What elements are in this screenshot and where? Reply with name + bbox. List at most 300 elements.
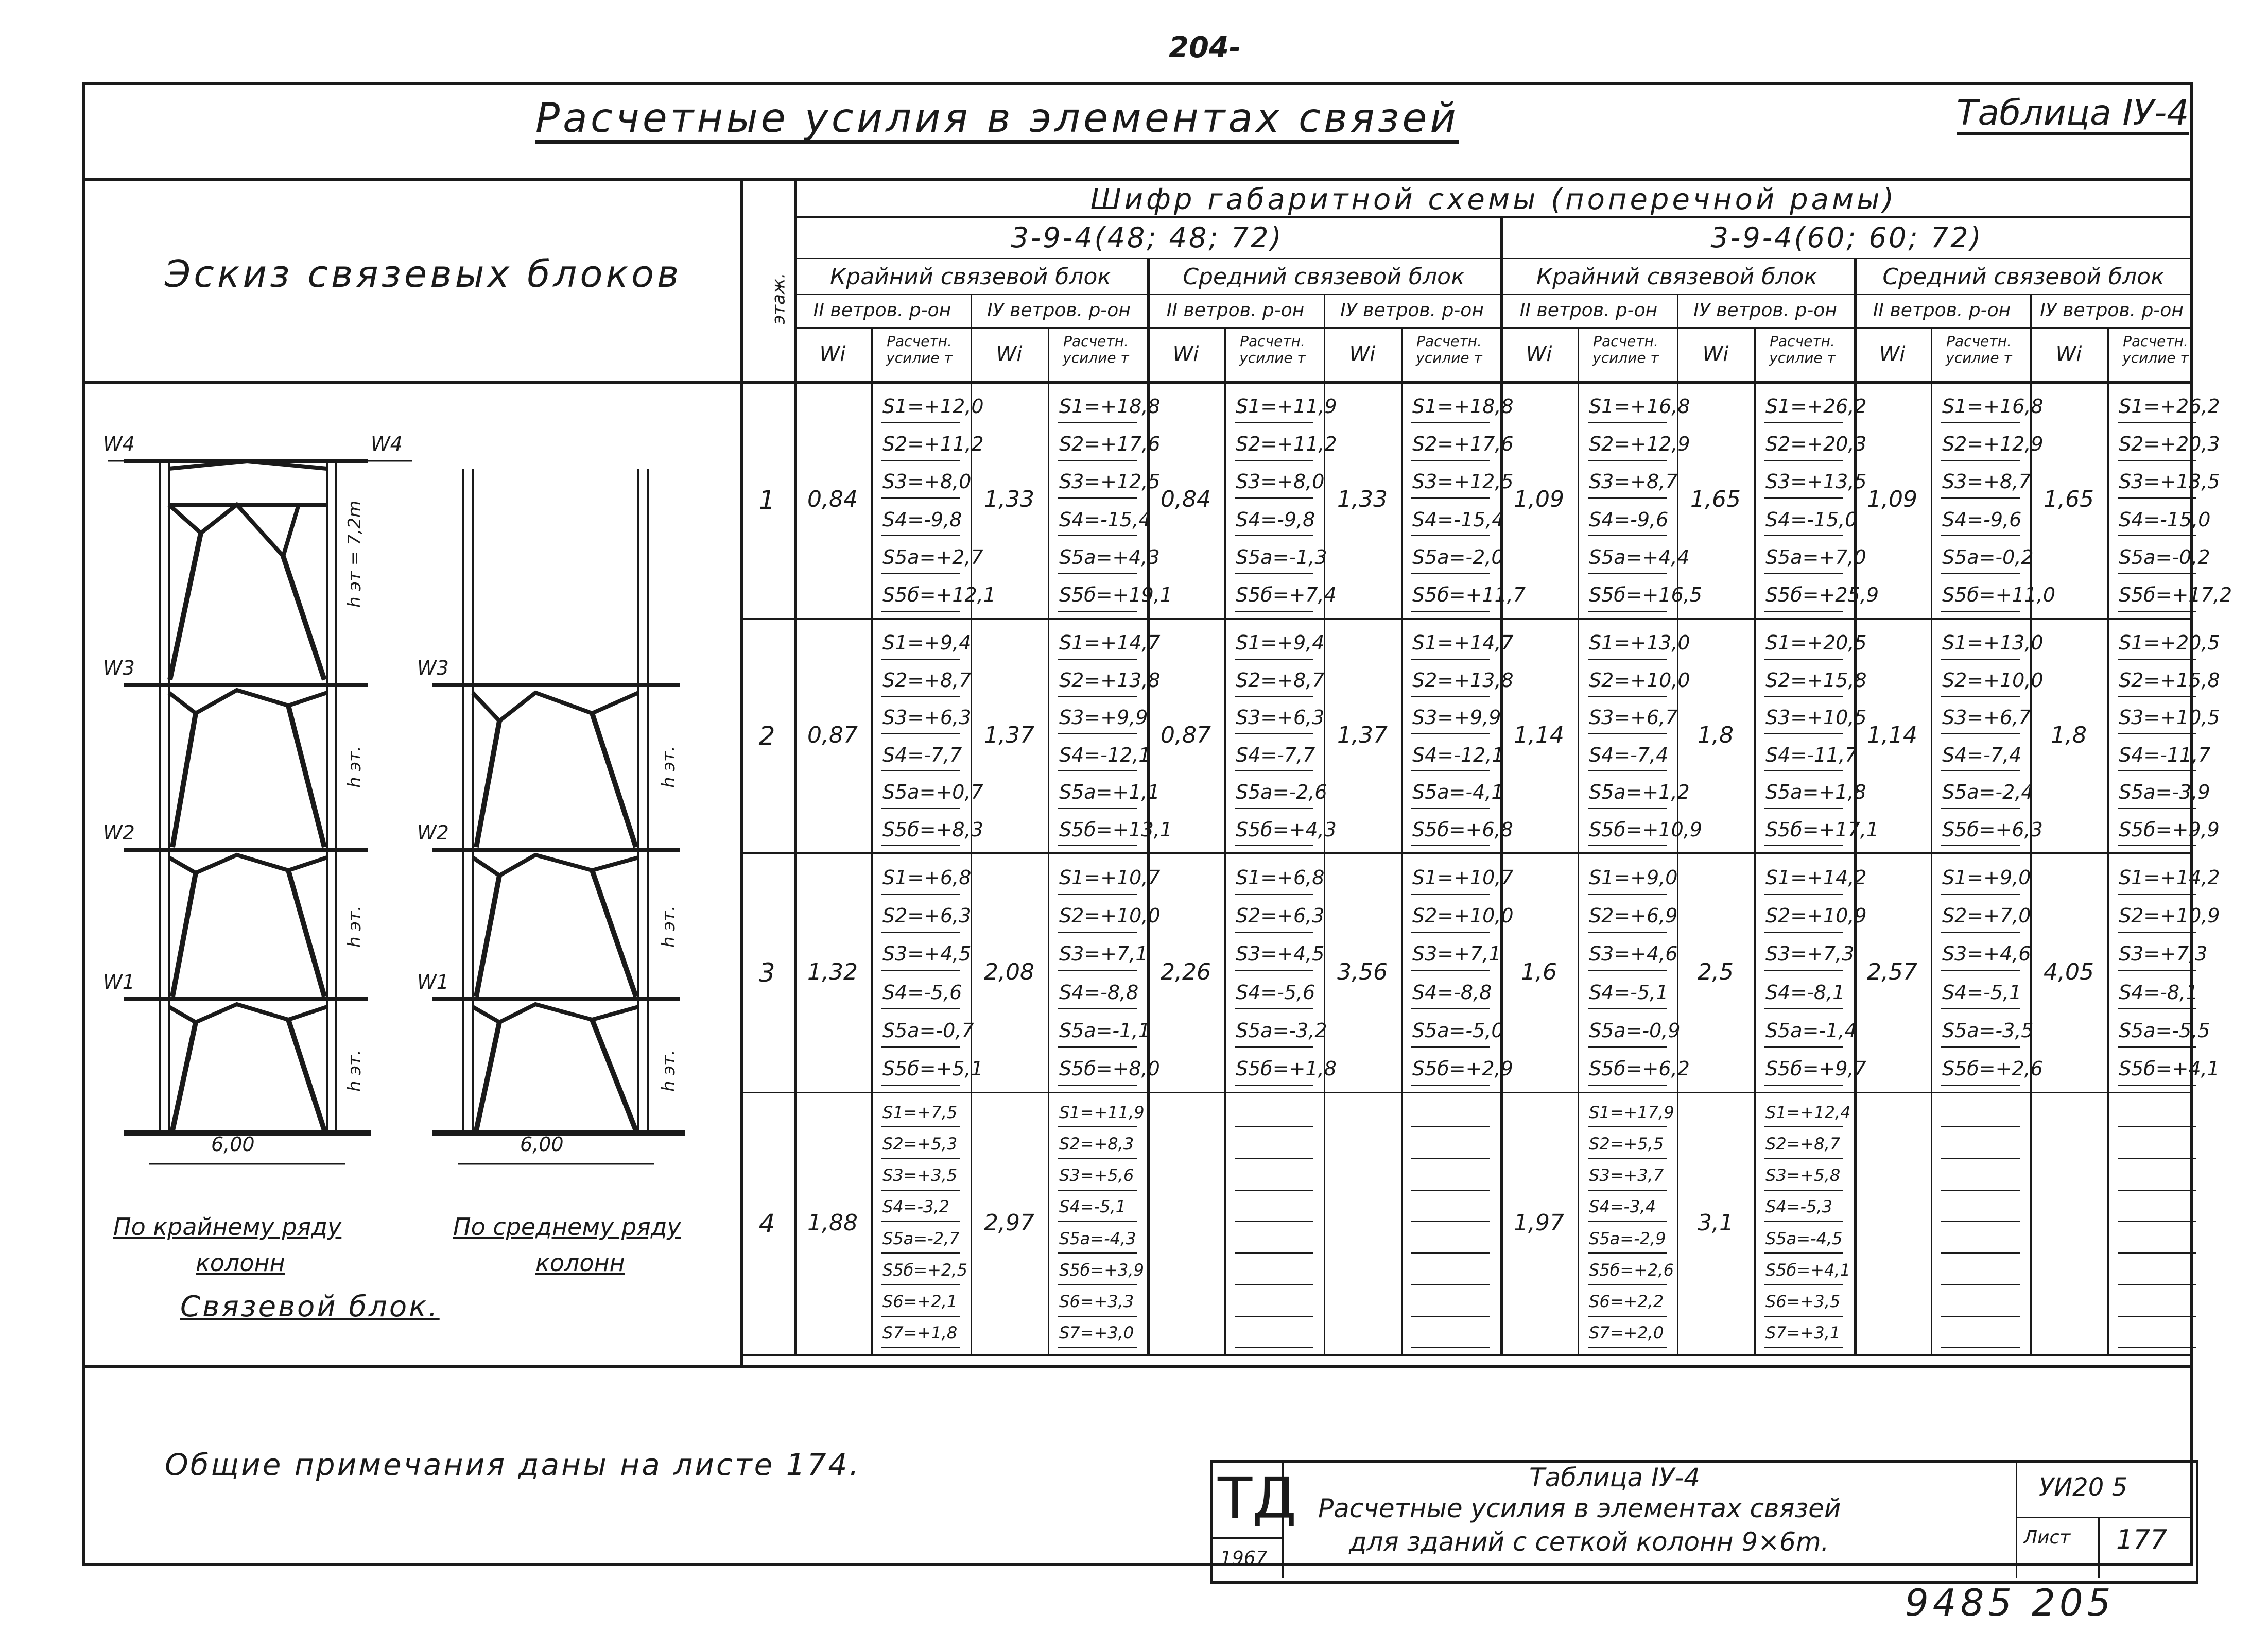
force-header: Расчетн. усилие т: [886, 333, 953, 366]
force-underline: [1235, 970, 1313, 971]
force-underline: [1235, 1221, 1313, 1222]
force-underline: [1588, 1284, 1667, 1285]
force-value: S4=-7,7: [1236, 743, 1315, 766]
table-rule: [871, 327, 873, 1354]
force-underline: [1941, 1190, 2020, 1191]
force-header: Расчетн. усилие т: [1592, 333, 1659, 366]
table-rule: [794, 216, 2193, 218]
force-value: S4=-8,8: [1412, 981, 1492, 1004]
force-underline: [1764, 970, 1843, 971]
wi-value: 2,57: [1867, 958, 1917, 985]
table-rule: [1854, 258, 1857, 1354]
force-underline: [881, 1347, 960, 1348]
wi-value: 1,09: [1867, 486, 1917, 512]
force-underline: [1764, 1085, 1843, 1086]
force-underline: [1588, 1316, 1667, 1317]
floor-header: этаж.: [768, 272, 789, 325]
force-value: S3=+4,5: [1236, 942, 1325, 966]
force-underline: [2118, 1008, 2196, 1009]
force-value: S1=+6,8: [882, 866, 972, 889]
force-value: S5б=+9,7: [1765, 1057, 1866, 1080]
force-underline: [1235, 932, 1313, 933]
force-underline: [1235, 1190, 1313, 1191]
force-underline: [2118, 1158, 2196, 1159]
force-underline: [1941, 460, 2020, 461]
force-value: S1=+14,7: [1059, 631, 1161, 655]
svg-text:W3: W3: [103, 657, 135, 679]
force-value: S5a=+0,7: [882, 781, 983, 804]
force-underline: [2118, 422, 2196, 423]
force-value: S5б=+19,1: [1059, 583, 1173, 607]
force-underline: [1588, 1252, 1667, 1254]
force-value: S5б=+13,1: [1059, 818, 1173, 841]
force-underline: [881, 845, 960, 846]
force-underline: [2118, 894, 2196, 895]
force-value: S3=+7,1: [1059, 942, 1148, 966]
force-underline: [1941, 696, 2020, 697]
force-underline: [1588, 535, 1667, 536]
force-underline: [1058, 1190, 1137, 1191]
force-underline: [1411, 770, 1490, 771]
force-value: S2=+10,9: [1765, 904, 1867, 928]
force-underline: [1764, 894, 1843, 895]
force-value: S3=+4,6: [1589, 942, 1678, 966]
table-rule: [740, 1354, 2193, 1356]
force-underline: [881, 1126, 960, 1127]
force-underline: [1941, 932, 2020, 933]
stamp-code: УИ20 5: [2039, 1473, 2128, 1502]
force-value: S2=+13,8: [1059, 668, 1161, 692]
table-rule: [1578, 327, 1579, 1354]
force-underline: [1235, 573, 1313, 574]
force-value: S5б=+25,9: [1765, 583, 1879, 607]
force-underline: [1235, 497, 1313, 499]
force-underline: [1058, 932, 1137, 933]
force-value: S2=+17,6: [1412, 433, 1514, 455]
force-value: S5a=-5,0: [1412, 1019, 1504, 1042]
force-value: S5a=-4,3: [1059, 1228, 1136, 1248]
force-underline: [1411, 460, 1490, 461]
force-underline: [881, 770, 960, 771]
force-underline: [1941, 1085, 2020, 1086]
svg-text:6,00: 6,00: [520, 1133, 564, 1156]
force-value: S3=+10,5: [2119, 706, 2220, 729]
wi-value: 3,56: [1337, 958, 1388, 985]
force-underline: [1411, 808, 1490, 809]
force-value: S1=+20,5: [2119, 631, 2220, 655]
force-underline: [1941, 1046, 2020, 1048]
force-value: S1=+7,5: [882, 1102, 958, 1122]
wi-value: 2,97: [984, 1210, 1034, 1236]
force-value: S1=+18,8: [1412, 394, 1514, 418]
wi-header: Wi: [2055, 342, 2082, 366]
force-underline: [1764, 1190, 1843, 1191]
force-value: S5a=+4,4: [1589, 546, 1690, 569]
force-underline: [881, 573, 960, 574]
force-value: S1=+20,5: [1765, 631, 1867, 655]
force-underline: [1588, 497, 1667, 499]
force-value: S5a=-2,7: [882, 1228, 960, 1248]
force-value: S4=-9,8: [882, 508, 962, 531]
force-underline: [1235, 1316, 1313, 1317]
wi-value: 2,26: [1161, 958, 1211, 985]
force-underline: [1411, 611, 1490, 612]
stamp-sheet-label: Лист: [2023, 1527, 2071, 1548]
wi-value: 1,33: [984, 486, 1034, 512]
force-value: S2=+8,3: [1059, 1134, 1134, 1154]
force-value: S1=+6,8: [1236, 866, 1325, 889]
force-value: S5a=+4,3: [1059, 546, 1160, 569]
force-value: S2=+5,5: [1589, 1134, 1664, 1154]
force-underline: [1411, 422, 1490, 423]
force-value: S5б=+2,9: [1412, 1057, 1513, 1080]
force-value: S1=+9,4: [882, 631, 972, 655]
force-underline: [1941, 808, 2020, 809]
force-value: S6=+2,2: [1589, 1292, 1664, 1312]
force-underline: [2118, 611, 2196, 612]
title-block-sep4: [1210, 1537, 1282, 1539]
force-underline: [1411, 1316, 1490, 1317]
force-value: S5б=+6,2: [1589, 1057, 1690, 1080]
force-value: S2=+8,7: [1236, 668, 1325, 692]
force-value: S1=+9,4: [1236, 631, 1325, 655]
force-underline: [881, 1284, 960, 1285]
page-title: Расчетные усилия в элементах связей: [535, 95, 1459, 142]
force-underline: [1941, 535, 2020, 536]
svg-text:W1: W1: [103, 971, 135, 993]
svg-text:h эт.: h эт.: [659, 1050, 679, 1092]
wi-value: 1,14: [1514, 722, 1564, 748]
force-value: S3=+8,7: [1942, 470, 2031, 493]
force-underline: [2118, 460, 2196, 461]
force-underline: [1411, 845, 1490, 846]
force-value: S5б=+16,5: [1589, 583, 1703, 607]
force-value: S5б=+11,0: [1942, 583, 2056, 607]
force-value: S4=-9,8: [1236, 508, 1315, 531]
force-underline: [1058, 696, 1137, 697]
force-underline: [1764, 1252, 1843, 1254]
title-block-sep3: [2016, 1517, 2193, 1518]
wi-header: Wi: [1349, 342, 1376, 366]
force-underline: [1058, 1085, 1137, 1086]
force-value: S3=+10,5: [1765, 706, 1867, 729]
force-underline: [1588, 1046, 1667, 1048]
force-underline: [1058, 497, 1137, 499]
force-underline: [1588, 1158, 1667, 1159]
force-underline: [881, 970, 960, 971]
force-underline: [2118, 1046, 2196, 1048]
force-underline: [1411, 932, 1490, 933]
force-underline: [881, 696, 960, 697]
force-value: S3=+5,6: [1059, 1165, 1134, 1186]
force-underline: [2118, 932, 2196, 933]
force-underline: [1058, 733, 1137, 734]
block-caption: Связевой блок.: [180, 1290, 440, 1324]
table-rule: [794, 294, 2193, 295]
force-value: S7=+3,0: [1059, 1323, 1134, 1343]
force-value: S1=+26,2: [2119, 394, 2220, 418]
force-underline: [881, 932, 960, 933]
force-value: S3=+8,7: [1589, 470, 1678, 493]
force-value: S2=+8,7: [1765, 1134, 1841, 1154]
force-value: S5a=-2,0: [1412, 546, 1504, 569]
force-underline: [881, 894, 960, 895]
force-underline: [1764, 696, 1843, 697]
force-underline: [1588, 894, 1667, 895]
force-value: S2=+10,0: [1942, 668, 2044, 692]
force-value: S5a=-3,5: [1942, 1019, 2034, 1042]
force-underline: [1411, 894, 1490, 895]
force-underline: [1411, 1284, 1490, 1285]
svg-text:h эт.: h эт.: [344, 746, 365, 788]
force-underline: [1058, 970, 1137, 971]
wi-value: 0,87: [1161, 722, 1211, 748]
stamp-sheet-sep: [2098, 1517, 2100, 1578]
wi-value: 3,1: [1698, 1210, 1734, 1236]
floor-number: 1: [758, 485, 775, 515]
force-underline: [1941, 770, 2020, 771]
middle-row-caption-2: колонн: [535, 1249, 625, 1277]
force-value: S3=+7,3: [1765, 942, 1855, 966]
force-underline: [1941, 894, 2020, 895]
scheme-group-a: 3-9-4(48; 48; 72): [1011, 221, 1284, 254]
force-value: S2=+12,9: [1942, 433, 2044, 455]
force-value: S1=+12,0: [882, 394, 984, 418]
force-value: S2=+10,0: [1059, 904, 1161, 928]
force-underline: [1411, 1046, 1490, 1048]
force-value: S5б=+5,1: [882, 1057, 983, 1080]
force-underline: [1764, 535, 1843, 536]
force-value: S4=-7,4: [1589, 743, 1669, 766]
force-value: S3=+6,3: [1236, 706, 1325, 729]
force-underline: [1235, 1046, 1313, 1048]
force-underline: [1764, 422, 1843, 423]
force-value: S5a=-2,9: [1589, 1228, 1666, 1248]
force-underline: [1235, 1008, 1313, 1009]
force-underline: [1058, 611, 1137, 612]
force-value: S3=+4,5: [882, 942, 972, 966]
wi-value: 1,37: [984, 722, 1034, 748]
force-underline: [1941, 1221, 2020, 1222]
force-underline: [1411, 696, 1490, 697]
force-value: S3=+6,3: [882, 706, 972, 729]
floor-number: 3: [758, 957, 775, 988]
force-underline: [1058, 573, 1137, 574]
force-value: S6=+2,1: [882, 1292, 958, 1312]
force-value: S5б=+17,2: [2119, 583, 2232, 607]
force-underline: [1764, 1316, 1843, 1317]
table-rule: [740, 852, 2193, 854]
force-value: S4=-3,2: [882, 1197, 949, 1217]
force-underline: [1588, 611, 1667, 612]
force-value: S1=+10,7: [1059, 866, 1161, 889]
force-underline: [1411, 573, 1490, 574]
force-value: S5a=+1,1: [1059, 781, 1160, 804]
wi-header: Wi: [1172, 342, 1199, 366]
svg-text:h эт.: h эт.: [659, 905, 679, 948]
wi-value: 1,88: [807, 1210, 858, 1236]
force-value: S5б=+10,9: [1589, 818, 1703, 841]
force-value: S4=-11,7: [2119, 743, 2211, 766]
force-underline: [1235, 1085, 1313, 1086]
force-value: S1=+14,2: [2119, 866, 2220, 889]
force-underline: [881, 422, 960, 423]
force-underline: [1235, 460, 1313, 461]
wind-region-header: II ветров. р-он: [1519, 300, 1658, 321]
force-underline: [1588, 932, 1667, 933]
force-underline: [881, 808, 960, 809]
force-underline: [1941, 1316, 2020, 1317]
force-underline: [1764, 573, 1843, 574]
force-underline: [2118, 1221, 2196, 1222]
wind-region-header: IУ ветров. р-он: [987, 300, 1131, 321]
wi-value: 1,33: [1337, 486, 1388, 512]
force-underline: [2118, 1284, 2196, 1285]
force-underline: [1235, 535, 1313, 536]
force-underline: [1941, 573, 2020, 574]
svg-text:h эт = 7,2m: h эт = 7,2m: [344, 500, 365, 608]
force-value: S3=+13,5: [2119, 470, 2220, 493]
force-value: S1=+18,8: [1059, 394, 1161, 418]
stamp-year: 1967: [1220, 1548, 1268, 1569]
force-underline: [1588, 808, 1667, 809]
force-value: S5a=-3,2: [1236, 1019, 1327, 1042]
force-underline: [1941, 970, 2020, 971]
table-label: Таблица IУ-4: [1957, 93, 2189, 133]
force-underline: [1235, 422, 1313, 423]
force-value: S3=+9,9: [1059, 706, 1148, 729]
wi-header: Wi: [1702, 342, 1729, 366]
force-underline: [1058, 1284, 1137, 1285]
force-value: S4=-15,0: [2119, 508, 2211, 531]
block-edge-header: Крайний связевой блок: [830, 264, 1111, 290]
force-header: Расчетн. усилие т: [2122, 333, 2189, 366]
svg-text:W2: W2: [103, 821, 135, 844]
wi-header: Wi: [1526, 342, 1552, 366]
force-value: S5б=+2,6: [1942, 1057, 2043, 1080]
wi-value: 4,05: [2044, 958, 2094, 985]
force-value: S5б=+3,9: [1059, 1260, 1144, 1280]
force-underline: [1411, 1158, 1490, 1159]
wind-region-header: II ветров. р-он: [813, 300, 951, 321]
edge-row-caption: По крайнему ряду: [113, 1213, 342, 1241]
force-underline: [2118, 1347, 2196, 1348]
force-underline: [1058, 770, 1137, 771]
force-underline: [1764, 808, 1843, 809]
force-underline: [881, 1316, 960, 1317]
force-underline: [881, 1221, 960, 1222]
svg-text:h эт.: h эт.: [344, 1050, 365, 1092]
force-value: S2=+15,8: [2119, 668, 2220, 692]
force-underline: [1588, 733, 1667, 734]
force-value: S2=+20,3: [2119, 433, 2220, 455]
force-underline: [1588, 1221, 1667, 1222]
force-value: S5б=+8,0: [1059, 1057, 1160, 1080]
force-value: S5б=+17,1: [1765, 818, 1879, 841]
force-underline: [1588, 659, 1667, 660]
force-underline: [1058, 1046, 1137, 1048]
force-underline: [2118, 733, 2196, 734]
force-value: S7=+2,0: [1589, 1323, 1664, 1343]
wi-value: 0,84: [807, 486, 858, 512]
force-value: S5a=+7,0: [1765, 546, 1866, 569]
force-value: S2=+11,2: [1236, 433, 1337, 455]
force-value: S1=+9,0: [1589, 866, 1678, 889]
force-underline: [1764, 659, 1843, 660]
force-underline: [1058, 808, 1137, 809]
force-underline: [1235, 1284, 1313, 1285]
td-logo: ТД: [1218, 1465, 1297, 1531]
force-value: S4=-15,0: [1765, 508, 1858, 531]
title-block-sep2: [2016, 1460, 2017, 1578]
block-middle-header: Средний связевой блок: [1183, 264, 1465, 290]
force-underline: [1764, 845, 1843, 846]
force-underline: [1058, 894, 1137, 895]
block-middle-header: Средний связевой блок: [1882, 264, 2165, 290]
force-value: S5a=-1,1: [1059, 1019, 1151, 1042]
wi-value: 0,84: [1161, 486, 1211, 512]
force-value: S5б=+4,1: [2119, 1057, 2220, 1080]
block-edge-header: Крайний связевой блок: [1536, 264, 1817, 290]
force-underline: [1411, 1221, 1490, 1222]
force-underline: [1764, 770, 1843, 771]
force-underline: [1764, 1008, 1843, 1009]
force-value: S7=+1,8: [882, 1323, 958, 1343]
stamp-sheet-number: 177: [2116, 1524, 2168, 1555]
force-underline: [1941, 1008, 2020, 1009]
force-header: Расчетн. усилие т: [1416, 333, 1482, 366]
force-value: S3=+13,5: [1765, 470, 1867, 493]
force-underline: [2118, 535, 2196, 536]
table-rule: [1048, 327, 1049, 1354]
table-rule: [794, 327, 2193, 329]
svg-text:h эт.: h эт.: [659, 746, 679, 788]
force-value: S3=+6,7: [1942, 706, 2031, 729]
force-value: S2=+10,0: [1589, 668, 1690, 692]
wi-value: 1,65: [1690, 486, 1741, 512]
table-rule: [1147, 258, 1150, 1354]
force-value: S4=-12,1: [1059, 743, 1151, 766]
force-underline: [2118, 1126, 2196, 1127]
wi-value: 1,8: [2051, 722, 2087, 748]
force-underline: [1411, 733, 1490, 734]
force-header: Расчетн. усилие т: [1239, 333, 1306, 366]
force-underline: [1235, 611, 1313, 612]
force-value: S2=+12,9: [1589, 433, 1690, 455]
force-underline: [1058, 1316, 1137, 1317]
force-header: Расчетн. усилие т: [1946, 333, 2012, 366]
table-rule: [794, 258, 2193, 259]
force-underline: [1588, 1347, 1667, 1348]
wi-value: 1,32: [807, 958, 858, 985]
force-value: S2=+20,3: [1765, 433, 1867, 455]
force-value: S4=-8,8: [1059, 981, 1139, 1004]
svg-text:h эт.: h эт.: [344, 905, 365, 948]
wi-value: 1,6: [1521, 958, 1557, 985]
force-underline: [1058, 659, 1137, 660]
force-underline: [2118, 970, 2196, 971]
wi-value: 1,8: [1698, 722, 1734, 748]
force-value: S2=+5,3: [882, 1134, 958, 1154]
force-underline: [2118, 770, 2196, 771]
table-rule: [1931, 327, 1932, 1354]
force-value: S5a=-1,3: [1236, 546, 1327, 569]
force-underline: [1235, 770, 1313, 771]
force-underline: [1588, 1126, 1667, 1127]
force-underline: [881, 1085, 960, 1086]
svg-text:W1: W1: [417, 971, 449, 993]
table-rule: [740, 1092, 2193, 1093]
